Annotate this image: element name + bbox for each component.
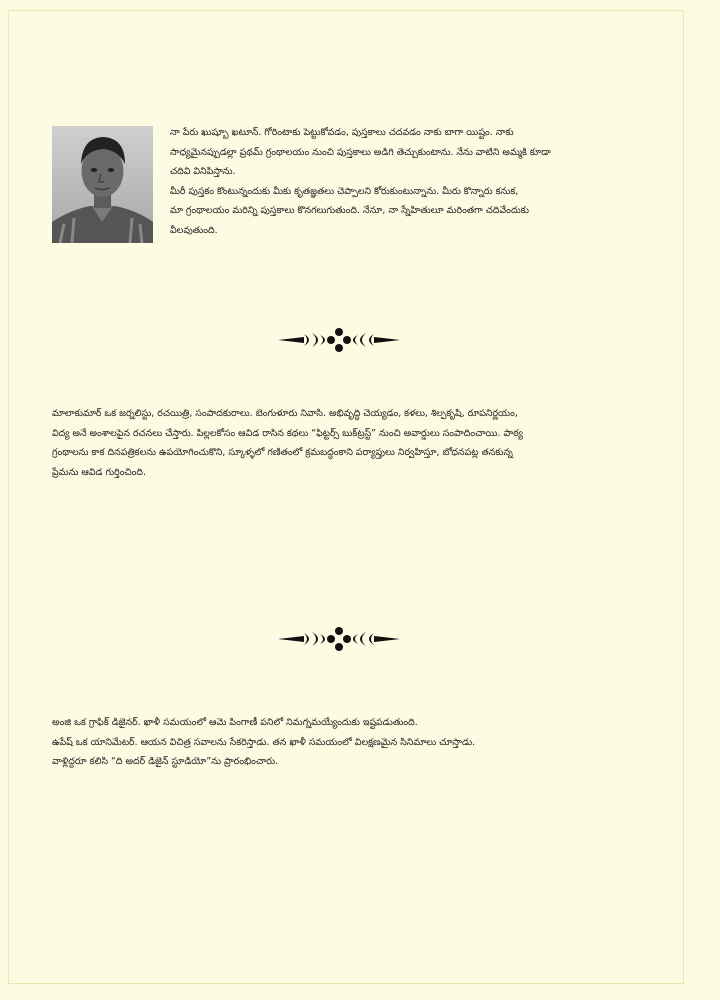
bio-line: నా పేరు ఖుష్బూ ఖటూన్. గోరింటాకు పెట్టుకోవడం, పుస్తకాలు చదవడం నాకు బాగా యిష్టం. నాకు bbox=[170, 127, 514, 138]
author-line: మాలాకుమార్ ఒక జర్నలిస్టు, రచయిత్రి, సంపాదకురాలు. బెంగుళూరు నివాసి. అభివృద్ధి చెయ్యడం, కళలు, శిల్పకృషి, రూపనిర్ణయం, bbox=[52, 408, 518, 419]
bio-line: వీలవుతుంది. bbox=[170, 224, 218, 236]
ornamental-divider bbox=[274, 627, 404, 651]
illustrators-line: వాళ్లిద్దరూ కలిసి “ది అదర్ డిజైన్ స్టూడియో”ను ప్రారంభించారు. bbox=[52, 756, 279, 767]
illustrators-line: ఉపేష్ ఒక యానిమేటర్. ఆయన విచిత్ర సవాలను సేకరిస్తాడు. తన ఖాళీ సమయంలో విలక్షణమైన సినిమాలు చూస్తాడు. bbox=[52, 736, 476, 748]
illustrators-paragraph bbox=[52, 713, 475, 772]
author-line: గ్రంథాలను కాక దినపత్రికలను ఉపయోగించుకొని, స్కూళ్ళలో గణితంలో క్రమబద్ధంకాని పర్యాప్తులు నిర్వహిస్తూ, బోధనపట్ల తనకున్న bbox=[52, 447, 513, 458]
author-paragraph bbox=[52, 404, 523, 482]
bio-line: మా గ్రంథాలయం మరిన్ని పుస్తకాలు కొనగలుగుతుంది. నేనూ, నా స్నేహితులూ మరింతగా చదివేందుకు bbox=[170, 205, 529, 216]
child-portrait-photo bbox=[52, 126, 153, 243]
author-line: విద్య అనే అంశాలపైన రచనలు చేస్తారు. పిల్లలకోసం ఆవిడ రాసిన కథలు “ఫిట్టర్స్ బుక్‌ట్రస్ట్” నుంచి అవార్డులు సంపాదించాయి. పాఠ్య bbox=[52, 427, 523, 439]
author-line: ప్రేమను ఆవిడ గుర్తించింది. bbox=[52, 466, 147, 478]
bio-line: మీరీ పుస్తకం కొంటున్నందుకు మీకు కృతజ్ఞతలు చెప్పాలని కోరుకుంటున్నాను. మీరు కొన్నారు కనుక, bbox=[170, 185, 519, 197]
ornamental-divider bbox=[274, 328, 404, 352]
illustrators-line: అంజి ఒక గ్రాఫిక్ డిజైనర్. ఖాళీ సమయంలో ఆమె పింగాణీ పనిలో నిమగ్నమయ్యేందుకు ఇష్టపడుతుంది. bbox=[52, 717, 418, 728]
bio-paragraph bbox=[170, 123, 551, 240]
bio-line: సాధ్యమైనప్పుడల్లా ప్రథమ్ గ్రంథాలయం నుంచి పుస్తకాలు అడిగి తెచ్చుకుంటాను. నేను వాటిని అమ్మకి కూడా bbox=[170, 146, 551, 158]
bio-line: చదివి వినిపిస్తాను. bbox=[170, 166, 236, 177]
